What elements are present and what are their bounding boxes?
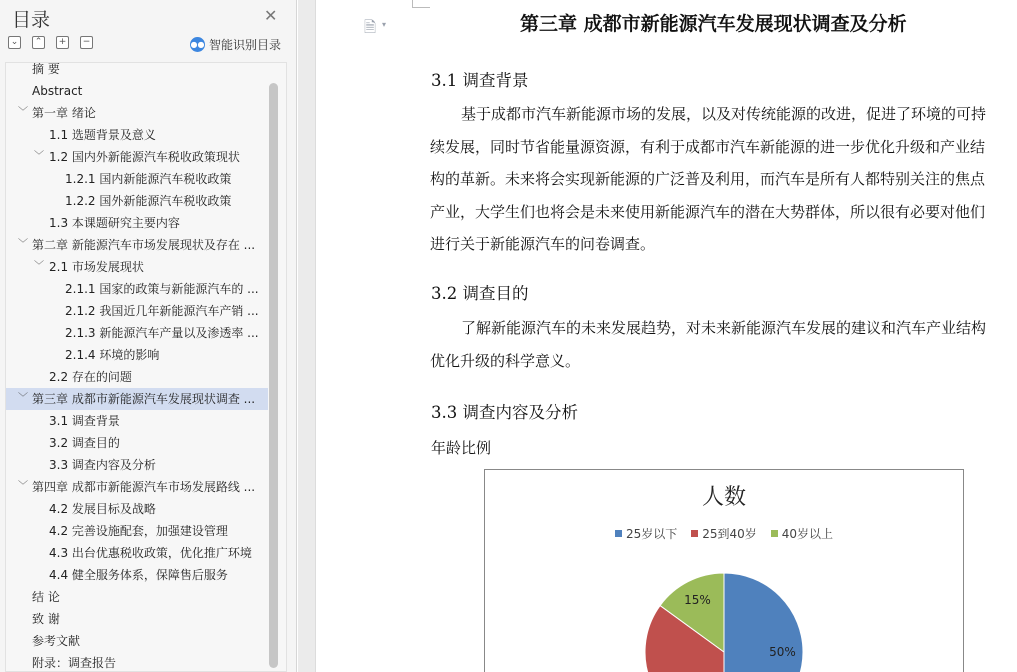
toc-item[interactable] <box>6 322 268 344</box>
toc-item[interactable] <box>6 212 268 234</box>
toc-item[interactable] <box>6 366 268 388</box>
toc-item-label: 致 谢 <box>32 612 60 626</box>
toc-item[interactable] <box>6 454 268 476</box>
toc-item[interactable] <box>6 586 268 608</box>
toc-item[interactable] <box>6 652 268 672</box>
toc-item[interactable] <box>6 190 268 212</box>
paragraph-line: 进行关于新能源汽车的问卷调查。 <box>430 235 656 253</box>
toc-item[interactable] <box>6 146 268 168</box>
toc-item[interactable] <box>6 564 268 586</box>
paragraph-line: 优化升级的科学意义。 <box>430 351 581 370</box>
age-ratio-label: 年龄比例 <box>431 439 492 457</box>
toc-item[interactable] <box>6 432 268 454</box>
smart-toc-button[interactable] <box>190 36 281 53</box>
paragraph-line: 产业，大学生们也将会是未来使用新能源汽车的潜在大势群体，所以很有必要对他们 <box>430 202 986 221</box>
toc-item-label: 1.2.2 国外新能源汽车税收政策 <box>65 194 232 208</box>
toc-item-label: 3.2 调查目的 <box>49 436 120 450</box>
toc-item-label: 3.1 调查背景 <box>49 414 120 428</box>
toc-item[interactable] <box>6 608 268 630</box>
legend-label: 25到40岁 <box>702 527 757 541</box>
toc-item[interactable] <box>6 168 268 190</box>
toc-item-label: 第二章 新能源汽车市场发展现状及存在 ... <box>32 238 256 252</box>
toc-item-label: 1.2.1 国内新能源汽车税收政策 <box>65 172 232 186</box>
toc-item[interactable] <box>6 630 268 652</box>
document-icon[interactable]: 🗎 <box>364 18 377 36</box>
toc-list-container <box>5 62 287 672</box>
add-heading-icon[interactable]: + <box>56 36 69 49</box>
toc-item[interactable] <box>6 542 268 564</box>
paragraph-background <box>430 98 1017 261</box>
toc-item-label: 2.2 存在的问题 <box>49 370 132 384</box>
paragraph-line: 了解新能源汽车的未来发展趋势，对未来新能源汽车发展的建议和汽车产业结构 <box>461 319 987 337</box>
smart-toc-label: 智能识别目录 <box>209 38 282 52</box>
pie-svg <box>485 470 965 672</box>
toc-item-label: 2.1.3 新能源汽车产量以及渗透率 ... <box>65 326 259 340</box>
paragraph-line: 续发展，同时节省能量源资源，有利于成都市汽车新能源的进一步优化升级和产业结 <box>430 137 986 156</box>
section-heading-3-2: 3.2 调查目的 <box>431 284 529 303</box>
section-heading-3-3: 3.3 调查内容及分析 <box>431 403 578 422</box>
toc-item-label: 附录：调查报告 <box>32 656 117 670</box>
legend-label: 40岁以上 <box>781 527 834 541</box>
slice-data-label: 50% <box>769 645 796 659</box>
chevron-down-icon[interactable]: ﹀ <box>18 107 28 118</box>
toc-item-label: 第四章 成都市新能源汽车市场发展路线 ... <box>32 480 256 494</box>
toc-item[interactable] <box>6 498 268 520</box>
toc-item-label: 2.1.1 国家的政策与新能源汽车的 ... <box>65 282 259 296</box>
toc-scrollbar[interactable] <box>269 83 278 668</box>
toc-item[interactable] <box>6 300 268 322</box>
toc-item-label: 参考文献 <box>32 634 81 648</box>
toc-item-label: 2.1 市场发展现状 <box>49 260 144 274</box>
toc-item[interactable] <box>6 62 268 80</box>
toc-item-label: 3.3 调查内容及分析 <box>49 458 156 472</box>
toc-item-label: 摘 要 <box>32 62 60 76</box>
close-icon[interactable]: ✕ <box>264 6 278 25</box>
toc-item[interactable] <box>6 234 268 256</box>
page-corner-mark <box>412 0 430 8</box>
chevron-down-icon[interactable]: ﹀ <box>18 481 28 492</box>
toc-item-label: 1.1 选题背景及意义 <box>49 128 156 142</box>
legend-label: 25岁以下 <box>625 527 678 541</box>
toc-item-label: 1.3 本课题研究主要内容 <box>49 216 180 230</box>
document-gutter <box>298 0 316 672</box>
toc-pane <box>0 0 297 672</box>
slice-data-label: 15% <box>684 592 711 607</box>
toc-item-label: 4.4 健全服务体系，保障售后服务 <box>49 568 228 582</box>
toc-item[interactable] <box>6 520 268 542</box>
remove-heading-icon[interactable]: − <box>80 36 93 49</box>
chevron-down-icon[interactable]: ﹀ <box>18 393 28 404</box>
toc-item-label: 4.3 出台优惠税收政策，优化推广环境 <box>49 546 252 560</box>
toc-item-label: Abstract <box>32 84 83 98</box>
paragraph-line: 基于成都市汽车新能源市场的发展，以及对传统能源的改进，促进了环境的可持 <box>461 105 987 123</box>
toc-item-label: 2.1.2 我国近几年新能源汽车产销 ... <box>65 304 259 318</box>
toc-title: 目录 <box>12 9 51 31</box>
chapter-heading: 第三章 成都市新能源汽车发展现状调查及分析 <box>520 13 907 35</box>
toc-item-label: 第一章 绪论 <box>32 106 96 120</box>
toc-item[interactable] <box>6 388 268 410</box>
toc-item-label: 结 论 <box>32 590 60 604</box>
toc-item[interactable] <box>6 476 268 498</box>
expand-up-icon[interactable]: ⌃ <box>32 36 45 49</box>
paragraph-purpose <box>430 312 1017 377</box>
chevron-down-icon[interactable]: ▾ <box>382 20 387 29</box>
toc-item-label: 第三章 成都市新能源汽车发展现状调查 ... <box>32 392 256 406</box>
section-heading-3-1: 3.1 调查背景 <box>431 71 529 90</box>
toc-item[interactable] <box>6 80 268 102</box>
toc-item[interactable] <box>6 410 268 432</box>
pie-chart[interactable] <box>484 469 964 672</box>
toc-item[interactable] <box>6 102 268 124</box>
toc-item[interactable] <box>6 344 268 366</box>
toc-item-label: 2.1.4 环境的影响 <box>65 348 160 362</box>
toc-list <box>6 62 268 672</box>
toc-item-label: 4.2 发展目标及战略 <box>49 502 156 516</box>
paragraph-line: 构的革新。未来将会实现新能源的广泛普及利用，而汽车是所有人都特别关注的焦点 <box>430 170 986 188</box>
chevron-down-icon[interactable]: ﹀ <box>34 261 44 272</box>
chart-title: 人数 <box>701 485 746 510</box>
smart-ai-icon: ●● <box>190 37 205 52</box>
toc-item-label: 4.2 完善设施配套，加强建设管理 <box>49 524 228 538</box>
toc-item[interactable] <box>6 256 268 278</box>
toc-toolbar <box>8 36 93 49</box>
chevron-down-icon[interactable]: ﹀ <box>34 151 44 162</box>
collapse-all-icon[interactable]: ⌄ <box>8 36 21 49</box>
chevron-down-icon[interactable]: ﹀ <box>18 239 28 250</box>
toc-item[interactable] <box>6 278 268 300</box>
toc-item[interactable] <box>6 124 268 146</box>
toc-item-label: 1.2 国内外新能源汽车税收政策现状 <box>49 150 240 164</box>
